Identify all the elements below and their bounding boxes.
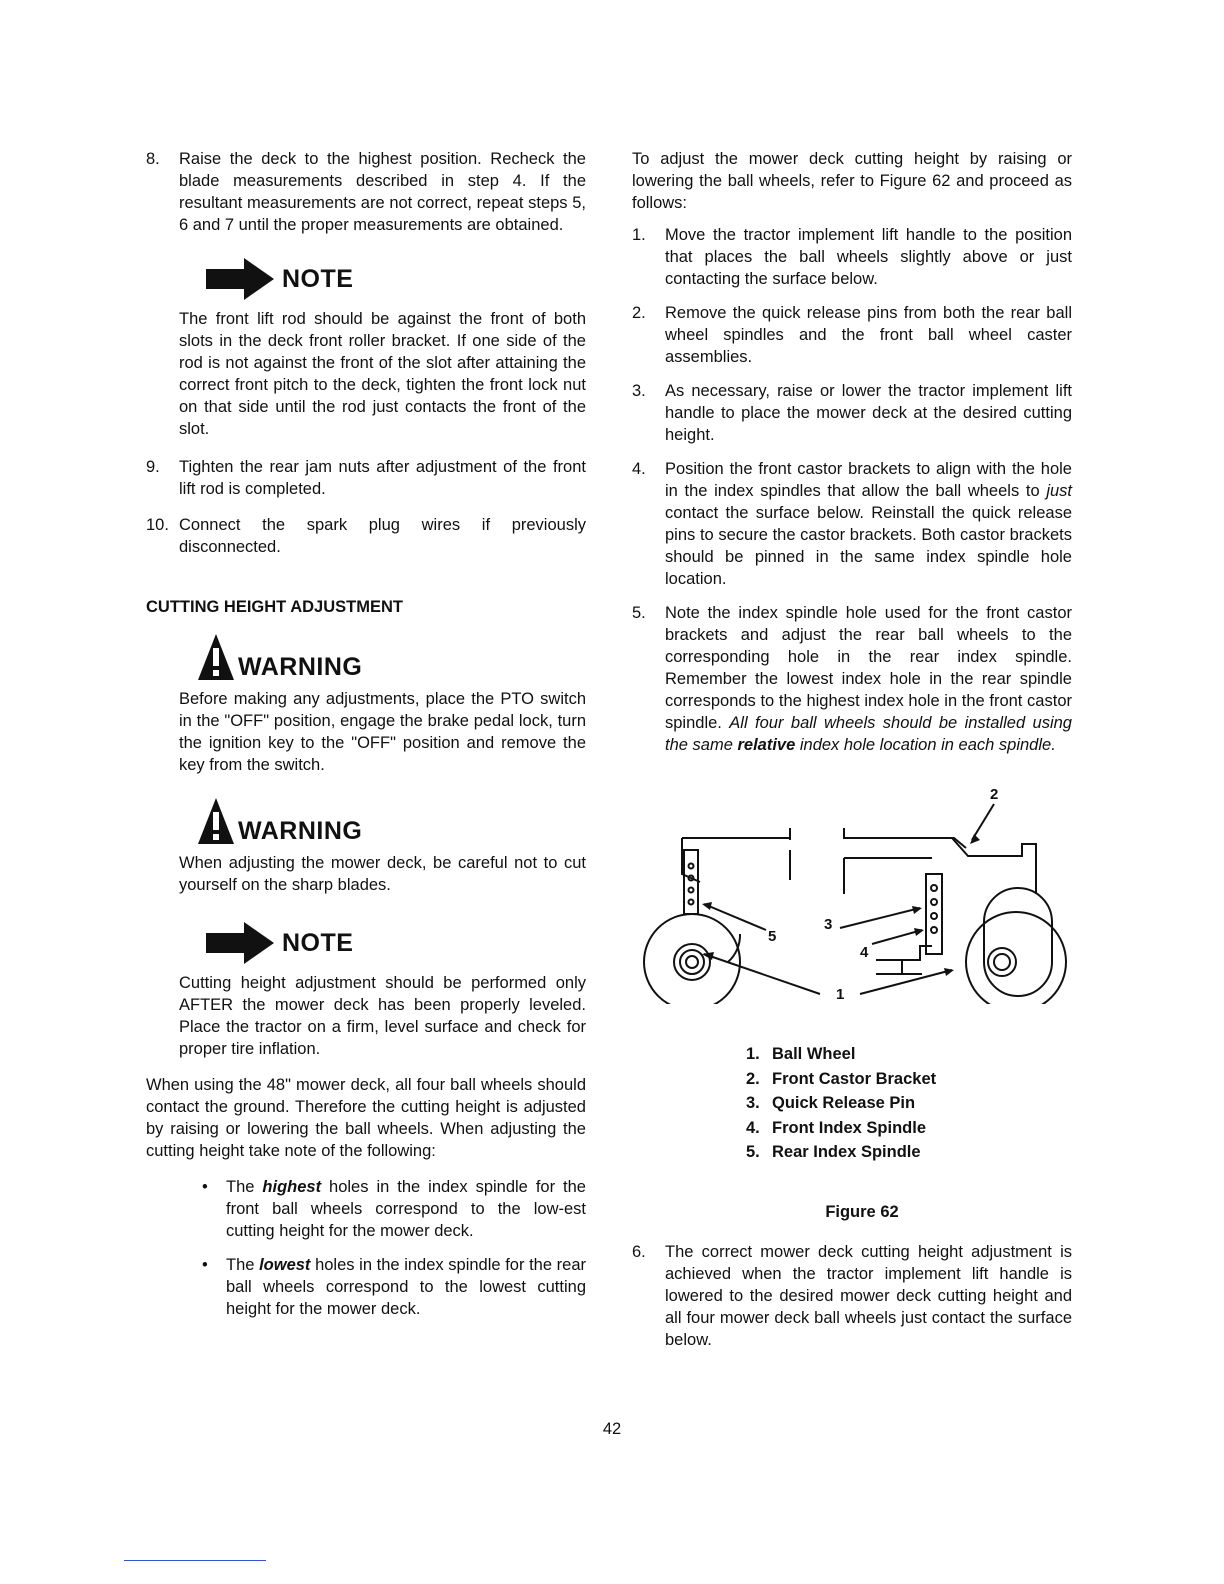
legend-item <box>746 1042 1072 1067</box>
step-text: Note the index spindle hole used for the front castor brackets and adjust the rear ball wheels to the corresponding hole in the rear index spindle. Remember the lowest index hole in the rear spindle corresponds to the highest index hole in the front castor spindle. <box>665 604 1072 732</box>
step-number: 10. <box>146 516 169 534</box>
step-6 <box>632 1241 1072 1351</box>
legend-label: Front Index Spindle <box>772 1118 927 1137</box>
step-1 <box>632 224 1072 290</box>
legend-label: Rear Index Spindle <box>772 1143 921 1161</box>
callout-3: 3 <box>824 916 833 933</box>
note-text: The front lift rod should be against the front of both slots in the deck front roller bracket. If one side of the rod is not against the front of the slot after attaining the correct front pitch to the deck, tighten the front lock nut on that side until the rod just contacts the front of the slot. <box>179 310 586 438</box>
note-callout <box>206 258 586 300</box>
step-number: 6. <box>632 1242 646 1261</box>
warning-label: WARNING <box>238 817 363 845</box>
bullet-dot: • <box>202 1256 208 1274</box>
step-number: 2. <box>632 304 646 322</box>
warning-text: When adjusting the mower deck, be careful not to cut yourself on the sharp blades. <box>179 854 586 894</box>
intro-paragraph: When using the 48" mower deck, all four ball wheels should contact the ground. Therefore the cutting height is adjusted by raising or lowering the ball wheels. When adjusting the cutting height take note of the following: <box>146 1076 586 1160</box>
step-text: The correct mower deck cutting height adjustment is achieved when the tractor implement lift handle is lowered to the desired mower deck cutting height and all four mower deck ball wheels just contact the surface below. <box>665 1242 1072 1349</box>
bullet-item <box>146 1254 586 1320</box>
emphasis: highest <box>262 1178 322 1196</box>
step-number: 5. <box>632 604 646 622</box>
bullet-item <box>146 1176 586 1242</box>
emphasis: index hole location in each spindle. <box>795 736 1056 754</box>
callout-1: 1 <box>836 986 845 1003</box>
legend-number: 2. <box>746 1069 760 1088</box>
section-heading: CUTTING HEIGHT ADJUSTMENT <box>146 598 403 616</box>
step-text: As necessary, raise or lower the tractor implement lift handle to place the mower deck at the desired cutting height. <box>665 382 1072 444</box>
figure-legend <box>746 1042 1072 1165</box>
bullet-text: The <box>226 1256 260 1274</box>
warning-triangle-icon <box>198 798 234 844</box>
callout-2: 2 <box>990 786 999 803</box>
step-text: Remove the quick release pins from both the rear ball wheel spindles and the front ball wheel caster assemblies. <box>665 304 1072 366</box>
legend-label: Front Castor Bracket <box>772 1069 937 1088</box>
step-5 <box>632 602 1072 756</box>
legend-label: Quick Release Pin <box>772 1094 916 1112</box>
step-3 <box>632 380 1072 446</box>
figure-caption: Figure 62 <box>825 1202 899 1221</box>
step-text: Tighten the rear jam nuts after adjustment of the front lift rod is completed. <box>179 458 586 498</box>
step-2 <box>632 302 1072 368</box>
figure-62-illustration <box>632 784 1072 1004</box>
legend-item <box>746 1091 1072 1116</box>
step-9 <box>146 456 586 500</box>
step-text: contact the surface below. Reinstall the quick release pins to secure the castor brackets. Both castor brackets should be pinned in the same index spindle hole location. <box>665 504 1072 588</box>
step-4 <box>632 458 1072 590</box>
legend-number: 5. <box>746 1143 760 1161</box>
emphasis: lowest <box>259 1256 311 1274</box>
mower-deck-diagram <box>632 784 1072 1004</box>
step-number: 1. <box>632 226 646 244</box>
legend-label: Ball Wheel <box>772 1045 856 1063</box>
step-number: 3. <box>632 382 646 400</box>
step-text: Connect the spark plug wires if previously disconnected. <box>179 516 586 556</box>
left-column <box>146 148 586 1320</box>
step-text: Raise the deck to the highest position. Recheck the blade measurements described in step 4. If the resultant measurements are not correct, repeat steps 5, 6 and 7 until the proper measurements are obtained. <box>179 150 586 234</box>
emphasis-bold: relative <box>737 736 796 754</box>
note-label: NOTE <box>282 265 354 293</box>
footer-rule <box>124 1560 266 1561</box>
arrow-right-icon <box>206 922 276 964</box>
step-number: 8. <box>146 150 160 168</box>
emphasis: All four ball wheels should be installed using the same <box>665 714 1072 754</box>
callout-5: 5 <box>768 928 777 945</box>
warning-text: Before making any adjustments, place the PTO switch in the "OFF" position, engage the brake pedal lock, turn the ignition key to the "OFF" position and remove the key from the switch. <box>179 690 586 774</box>
right-column <box>632 148 1072 1351</box>
bullet-text: holes in the index spindle for the rear ball wheels correspond to the lowest cutting height for the mower deck. <box>226 1256 586 1318</box>
warning-triangle-icon <box>198 634 234 680</box>
bullet-text: holes in the index spindle for the front ball wheels correspond to the low-est cutting height for the mower deck. <box>226 1178 586 1240</box>
legend-number: 3. <box>746 1094 760 1112</box>
legend-item <box>746 1067 1072 1092</box>
step-text: Move the tractor implement lift handle to the position that places the ball wheels slightly above or just contacting the surface below. <box>665 226 1072 288</box>
bullet-text: The <box>226 1178 263 1196</box>
arrow-right-icon <box>206 258 276 300</box>
legend-item <box>746 1116 1072 1141</box>
step-10 <box>146 514 586 558</box>
note-label: NOTE <box>282 929 354 957</box>
legend-item <box>746 1140 1072 1165</box>
step-number: 9. <box>146 458 160 476</box>
legend-number: 4. <box>746 1118 760 1137</box>
step-number: 4. <box>632 460 646 478</box>
intro-paragraph: To adjust the mower deck cutting height by raising or lowering the ball wheels, refer to Figure 62 and proceed as follows: <box>632 150 1072 212</box>
warning-callout <box>198 634 586 680</box>
page-number: 42 <box>602 1420 622 1438</box>
step-text: Position the front castor brackets to align with the hole in the index spindles that allow the ball wheels to <box>665 460 1072 500</box>
step-8 <box>146 148 586 236</box>
note-text: Cutting height adjustment should be performed only AFTER the mower deck has been properly leveled. Place the tractor on a firm, level surface and check for proper tire inflation. <box>179 974 586 1058</box>
emphasis: just <box>1046 482 1072 500</box>
note-callout <box>206 922 586 964</box>
callout-4: 4 <box>860 944 869 961</box>
legend-number: 1. <box>746 1045 760 1063</box>
bullet-dot: • <box>202 1178 208 1196</box>
warning-label: WARNING <box>238 653 363 681</box>
warning-callout <box>198 798 586 844</box>
